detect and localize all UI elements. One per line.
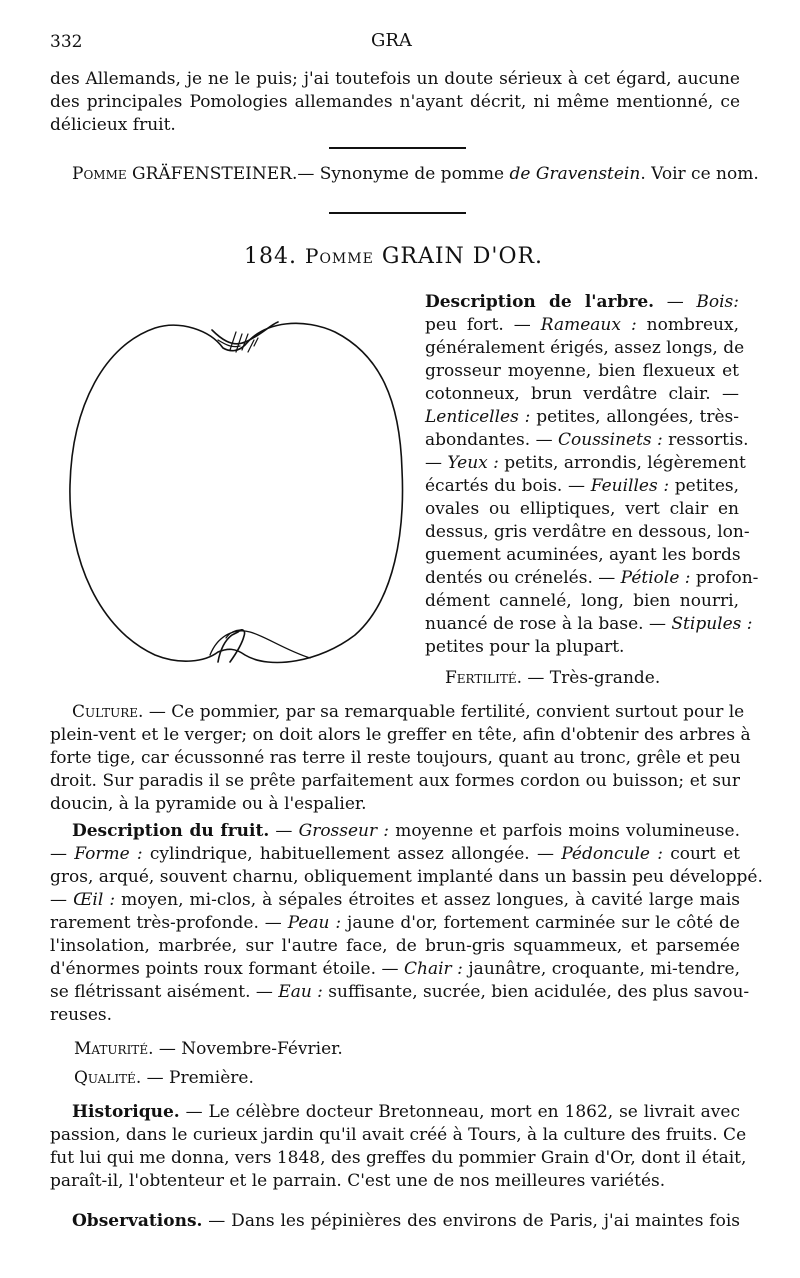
fertilite-value: — Très-grande. <box>522 668 661 688</box>
intro-line: délicieux fruit. <box>50 115 176 135</box>
qualite-value: — Première. <box>141 1068 254 1088</box>
text-run: — Le célèbre docteur Bretonneau, mort en 1862, se livrait avec <box>179 1102 740 1122</box>
text-run: moyenne et parfois moins volumineuse. <box>389 821 740 841</box>
fruit-heading: Description du fruit. <box>72 821 270 841</box>
culture-line: doucin, à la pyramide ou à l'espalier. <box>50 794 367 814</box>
text-run: abondantes. — <box>425 430 558 450</box>
arbre-line <box>425 613 753 636</box>
culture-line: forte tige, car écussonné ras terre il reste toujours, quant au tronc, grêle et peu <box>50 748 741 768</box>
text-run: cylindrique, habituellement assez allongée. — <box>142 844 562 864</box>
text-run: — <box>50 844 75 864</box>
text-run: petits, arrondis, légèrement <box>498 453 746 473</box>
historique-line: paraît-il, l'obtenteur et le parrain. C'est une de nos meilleures variétés. <box>50 1171 666 1191</box>
text-run: nombreux, <box>636 315 739 335</box>
arbre-line: guement acuminées, ayant les bords <box>425 545 741 565</box>
term: Bois: <box>696 292 740 312</box>
arbre-line: cotonneux, brun verdâtre clair. — <box>425 384 739 404</box>
text-run: moyen, mi-clos, à sépales étroites et assez longues, à cavité large mais <box>115 890 740 910</box>
culture-line <box>50 701 745 724</box>
page-number: 332 <box>50 32 83 52</box>
arbre-line <box>425 406 739 429</box>
text-run: ressortis. <box>662 430 749 450</box>
historique-line <box>50 1101 740 1124</box>
arbre-line: dessus, gris verdâtre en dessous, lon- <box>425 522 750 542</box>
arbre-line <box>425 314 739 337</box>
text-run: petites, <box>669 476 740 496</box>
text-run: jaune d'or, fortement carminée sur le côté de <box>341 913 740 933</box>
grafensteiner-italic: de Gravenstein <box>509 164 641 184</box>
section-divider <box>329 212 466 214</box>
term: Forme : <box>74 844 143 864</box>
fruit-line: gros, arqué, souvent charnu, obliquement implanté dans un bassin peu développé. <box>50 867 763 887</box>
text-run: — <box>425 453 448 473</box>
term: Pédoncule : <box>561 844 663 864</box>
apple-outline-illustration <box>60 310 410 680</box>
entry-title <box>244 244 543 269</box>
arbre-line <box>425 429 749 452</box>
intro-line: des Allemands, je ne le puis; j'ai toutefois un doute sérieux à cet égard, aucune <box>50 69 740 89</box>
section-divider <box>329 147 466 149</box>
historique-line: fut lui qui me donna, vers 1848, des greffes du pommier Grain d'Or, dont il était, <box>50 1148 747 1168</box>
fruit-line <box>50 820 740 843</box>
term: Eau : <box>278 982 323 1002</box>
term: Feuilles : <box>590 476 670 496</box>
apple-stalk <box>218 630 245 662</box>
term: Lenticelles : <box>425 407 531 427</box>
historique-heading: Historique. <box>72 1102 180 1122</box>
fruit-line: l'insolation, marbrée, sur l'autre face, de brun-gris squammeux, et parsemée <box>50 936 740 956</box>
arbre-line <box>425 567 759 590</box>
text-run: se flétrissant aisément. — <box>50 982 279 1002</box>
term: Pétiole : <box>620 568 691 588</box>
arbre-line: petites pour la plupart. <box>425 637 625 657</box>
text-run: d'énormes points roux formant étoile. — <box>50 959 404 979</box>
culture-line: droit. Sur paradis il se prête parfaitement aux formes cordon ou buisson; et sur <box>50 771 740 791</box>
qualite-line <box>74 1067 254 1090</box>
fruit-line: reuses. <box>50 1005 113 1025</box>
arbre-line: dément cannelé, long, bien nourri, <box>425 591 739 611</box>
term: Peau : <box>287 913 342 933</box>
fruit-line <box>50 981 750 1004</box>
term: Chair : <box>404 959 463 979</box>
arbre-line <box>425 291 739 314</box>
fertilite-line <box>425 667 739 690</box>
arbre-line <box>425 475 739 498</box>
arbre-line: grosseur moyenne, bien flexueux et <box>425 361 739 381</box>
term: Rameaux : <box>540 315 637 335</box>
term: Coussinets : <box>558 430 663 450</box>
fruit-line <box>50 843 740 866</box>
observations-heading: Observations. <box>72 1211 203 1231</box>
term: Stipules : <box>671 614 753 634</box>
maturite-line <box>74 1038 343 1061</box>
entry-name: GRAIN D'OR. <box>381 244 544 269</box>
fruit-line <box>50 889 740 912</box>
text-run: rarement très-profonde. — <box>50 913 288 933</box>
fruit-description <box>50 820 763 1027</box>
running-title: GRA <box>371 30 412 51</box>
text-run: peu fort. — <box>425 315 541 335</box>
text-run: — <box>269 821 299 841</box>
arbre-line: ovales ou elliptiques, vert clair en <box>425 499 739 519</box>
arbre-line <box>425 452 746 475</box>
culture-paragraph <box>50 701 751 816</box>
text-run: profon- <box>690 568 759 588</box>
fertilite-label: Fertilité. <box>445 668 522 688</box>
term: Grosseur : <box>298 821 390 841</box>
apple-outline <box>70 323 403 662</box>
text-run: — Ce pommier, par sa remarquable fertilité, convient surtout pour le <box>143 702 745 722</box>
arbre-description <box>425 291 759 690</box>
text-run: jaunâtre, croquante, mi-tendre, <box>462 959 741 979</box>
arbre-line: généralement érigés, assez longs, de <box>425 338 745 358</box>
grafensteiner-label: Pomme GRÄFENSTEINER. <box>72 164 298 184</box>
text-run: — <box>654 292 697 312</box>
text-run: court et <box>662 844 741 864</box>
text-run: nuancé de rose à la base. — <box>425 614 672 634</box>
text-run: petites, allongées, très- <box>530 407 739 427</box>
text-run: — <box>50 890 74 910</box>
maturite-label: Maturité. <box>74 1039 154 1059</box>
historique-line: passion, dans le curieux jardin qu'il avait créé à Tours, à la culture des fruits. Ce <box>50 1125 747 1145</box>
grafensteiner-text-after: . Voir ce nom. <box>640 164 759 184</box>
term: Yeux : <box>447 453 499 473</box>
intro-line: des principales Pomologies allemandes n'ayant décrit, ni même mentionné, ce <box>50 92 740 112</box>
entry-prefix: Pomme <box>304 244 374 268</box>
maturite-value: — Novembre-Février. <box>153 1039 343 1059</box>
culture-label: Culture. <box>72 702 144 722</box>
text-run: suffisante, sucrée, bien acidulée, des plus savou- <box>322 982 750 1002</box>
fruit-line <box>50 958 740 981</box>
text-run: dentés ou crénelés. — <box>425 568 621 588</box>
grafensteiner-text: — Synonyme de pomme <box>297 164 510 184</box>
entry-number: 184. <box>244 244 297 269</box>
text-run: écartés du bois. — <box>425 476 591 496</box>
observations-line <box>50 1210 740 1233</box>
grafensteiner-entry <box>72 163 759 186</box>
text-run: — Dans les pépinières des environs de Paris, j'ai maintes fois <box>202 1211 740 1231</box>
fruit-line <box>50 912 740 935</box>
historique-paragraph <box>50 1101 747 1193</box>
culture-line: plein-vent et le verger; on doit alors le greffer en tête, afin d'obtenir des arbres à <box>50 725 751 745</box>
term: Œil : <box>73 890 116 910</box>
qualite-label: Qualité. <box>74 1068 142 1088</box>
arbre-heading: Description de l'arbre. <box>425 292 655 312</box>
observations-paragraph <box>50 1210 740 1233</box>
